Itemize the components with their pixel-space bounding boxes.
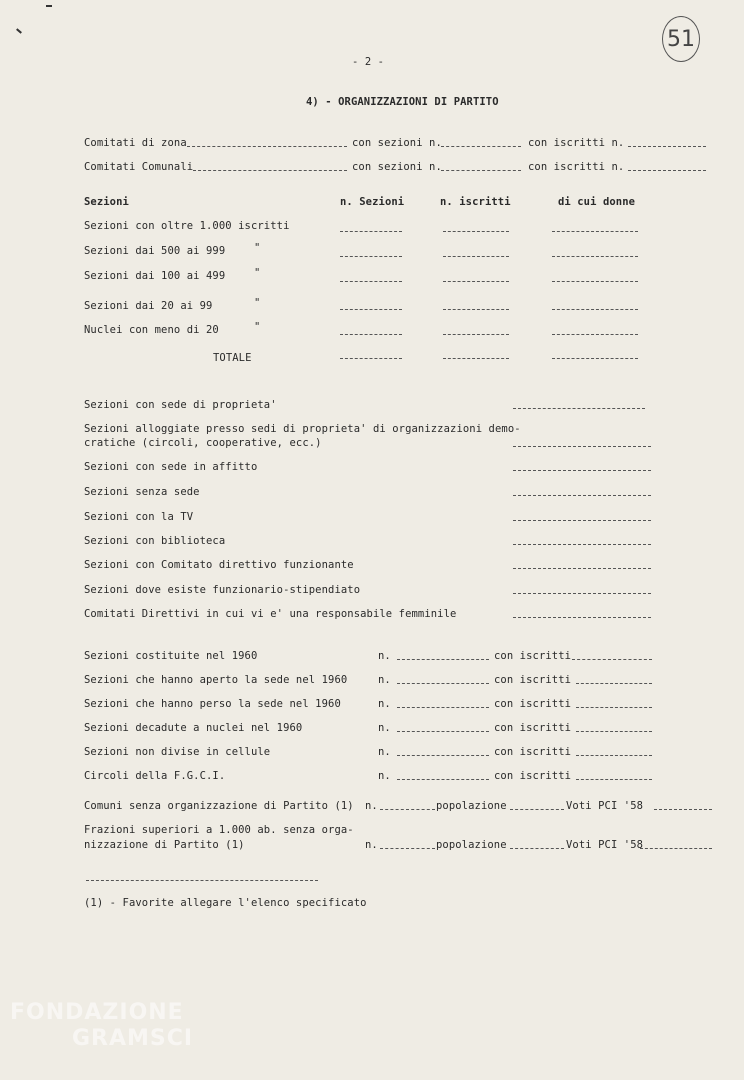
field-line[interactable]	[510, 848, 564, 849]
field-line[interactable]	[572, 659, 652, 660]
table-cell[interactable]	[552, 358, 638, 359]
table-cell[interactable]	[552, 334, 638, 335]
sedi-item-continued: cratiche (circoli, cooperative, ecc.)	[84, 437, 322, 449]
sedi-item: Sezioni dove esiste funzionario-stipendiato	[84, 584, 361, 596]
stats-label: Sezioni che hanno perso la sede nel 1960	[84, 698, 341, 710]
comuni-n: n.	[365, 800, 378, 812]
scan-mark	[16, 28, 22, 33]
table-cell[interactable]	[340, 334, 402, 335]
field-line[interactable]	[628, 170, 706, 171]
table-header-n-iscritti: n. iscritti	[440, 196, 511, 208]
table-header-n-sezioni: n. Sezioni	[340, 196, 405, 208]
comitati-zona-label: Comitati di zona	[84, 137, 187, 149]
field-line[interactable]	[380, 809, 435, 810]
field-line[interactable]	[513, 520, 651, 521]
field-line[interactable]	[513, 568, 651, 569]
field-line[interactable]	[513, 495, 651, 496]
stats-iscritti: con iscritti	[494, 674, 572, 686]
table-cell[interactable]	[443, 334, 509, 335]
frazioni-popolazione: popolazione	[436, 839, 507, 851]
field-line[interactable]	[640, 848, 712, 849]
comuni-voti: Voti PCI '58	[566, 800, 644, 812]
field-line[interactable]	[576, 755, 652, 756]
sedi-item: Sezioni alloggiate presso sedi di proprieta' di organizzazioni demo-	[84, 423, 521, 435]
table-cell[interactable]	[443, 231, 509, 232]
table-cell[interactable]	[552, 281, 638, 282]
table-cell[interactable]	[552, 309, 638, 310]
table-cell[interactable]	[443, 281, 509, 282]
sedi-item: Sezioni con la TV	[84, 511, 194, 523]
frazioni-voti: Voti PCI '58	[566, 839, 644, 851]
field-line[interactable]	[441, 170, 521, 171]
table-cell[interactable]	[340, 231, 402, 232]
field-line[interactable]	[397, 683, 489, 684]
table-row-label: Sezioni dai 500 ai 999	[84, 245, 226, 257]
field-line[interactable]	[654, 809, 712, 810]
field-line[interactable]	[513, 408, 645, 409]
table-header-sezioni: Sezioni	[84, 196, 129, 208]
sedi-item: Comitati Direttivi in cui vi e' una responsabile femminile	[84, 608, 457, 620]
field-line[interactable]	[513, 470, 651, 471]
table-header-donne: di cui donne	[558, 196, 636, 208]
field-line[interactable]	[628, 146, 706, 147]
table-cell[interactable]	[340, 281, 402, 282]
table-cell[interactable]	[552, 256, 638, 257]
comitati-comunali-sezioni: con sezioni n.	[352, 161, 442, 173]
comitati-zona-iscritti: con iscritti n.	[528, 137, 625, 149]
field-line[interactable]	[441, 146, 521, 147]
field-line[interactable]	[510, 809, 564, 810]
field-line[interactable]	[397, 779, 489, 780]
table-cell[interactable]	[443, 256, 509, 257]
stats-iscritti: con iscritti	[494, 722, 572, 734]
field-line[interactable]	[397, 659, 489, 660]
table-row-label: Sezioni dai 20 ai 99	[84, 300, 213, 312]
field-line[interactable]	[397, 755, 489, 756]
sedi-item: Sezioni senza sede	[84, 486, 200, 498]
field-line[interactable]	[397, 731, 489, 732]
section-title: 4) - ORGANIZZAZIONI DI PARTITO	[306, 96, 499, 108]
sedi-item: Sezioni con sede di proprieta'	[84, 399, 277, 411]
comitati-zona-sezioni: con sezioni n.	[352, 137, 442, 149]
field-line[interactable]	[513, 593, 651, 594]
field-line[interactable]	[397, 707, 489, 708]
table-cell[interactable]	[443, 309, 509, 310]
stats-iscritti: con iscritti	[494, 770, 572, 782]
ditto-mark: "	[254, 321, 261, 333]
table-row-label: Nuclei con meno di 20	[84, 324, 219, 336]
comitati-comunali-iscritti: con iscritti n.	[528, 161, 625, 173]
stats-label: Sezioni decadute a nuclei nel 1960	[84, 722, 303, 734]
stats-n: n.	[378, 722, 391, 734]
watermark-line: FONDAZIONE	[10, 1000, 184, 1025]
comuni-popolazione: popolazione	[436, 800, 507, 812]
watermark-line: GRAMSCI	[72, 1026, 194, 1051]
stats-n: n.	[378, 674, 391, 686]
field-line[interactable]	[513, 544, 651, 545]
field-line[interactable]	[193, 170, 347, 171]
stats-n: n.	[378, 770, 391, 782]
archive-number-stamp	[662, 16, 700, 62]
table-cell[interactable]	[443, 358, 509, 359]
stats-n: n.	[378, 650, 391, 662]
comuni-label: Comuni senza organizzazione di Partito (1)	[84, 800, 354, 812]
ditto-mark: "	[254, 242, 261, 254]
frazioni-n: n.	[365, 839, 378, 851]
table-row-label: Sezioni con oltre 1.000 iscritti	[84, 220, 290, 232]
watermark-logo	[10, 1000, 193, 1052]
footnote-separator	[86, 880, 318, 881]
field-line[interactable]	[576, 683, 652, 684]
stats-iscritti: con iscritti	[494, 650, 572, 662]
sedi-item: Sezioni con sede in affitto	[84, 461, 258, 473]
stats-iscritti: con iscritti	[494, 746, 572, 758]
stats-n: n.	[378, 746, 391, 758]
field-line[interactable]	[576, 779, 652, 780]
table-row-label: Sezioni dai 100 ai 499	[84, 270, 226, 282]
archive-number: 51	[667, 26, 695, 52]
field-line[interactable]	[513, 446, 651, 447]
field-line[interactable]	[576, 731, 652, 732]
table-cell[interactable]	[340, 309, 402, 310]
field-line[interactable]	[380, 848, 435, 849]
stats-label: Sezioni costituite nel 1960	[84, 650, 258, 662]
sedi-item: Sezioni con Comitato direttivo funzionante	[84, 559, 354, 571]
stats-label: Sezioni non divise in cellule	[84, 746, 271, 758]
table-total-label: TOTALE	[213, 352, 252, 364]
stats-n: n.	[378, 698, 391, 710]
page-number: - 2 -	[352, 56, 385, 68]
frazioni-label: Frazioni superiori a 1.000 ab. senza orga-	[84, 824, 354, 836]
stats-iscritti: con iscritti	[494, 698, 572, 710]
stats-label: Sezioni che hanno aperto la sede nel 1960	[84, 674, 348, 686]
frazioni-label-continued: nizzazione di Partito (1)	[84, 839, 245, 851]
ditto-mark: "	[254, 297, 261, 309]
sedi-item: Sezioni con biblioteca	[84, 535, 226, 547]
scan-mark	[46, 5, 52, 7]
stats-label: Circoli della F.G.C.I.	[84, 770, 226, 782]
field-line[interactable]	[513, 617, 651, 618]
table-cell[interactable]	[340, 358, 402, 359]
field-line[interactable]	[576, 707, 652, 708]
footnote: (1) - Favorite allegare l'elenco specificato	[84, 897, 367, 909]
field-line[interactable]	[187, 146, 347, 147]
table-cell[interactable]	[552, 231, 638, 232]
comitati-comunali-label: Comitati Comunali	[84, 161, 194, 173]
ditto-mark: "	[254, 267, 261, 279]
table-cell[interactable]	[340, 256, 402, 257]
